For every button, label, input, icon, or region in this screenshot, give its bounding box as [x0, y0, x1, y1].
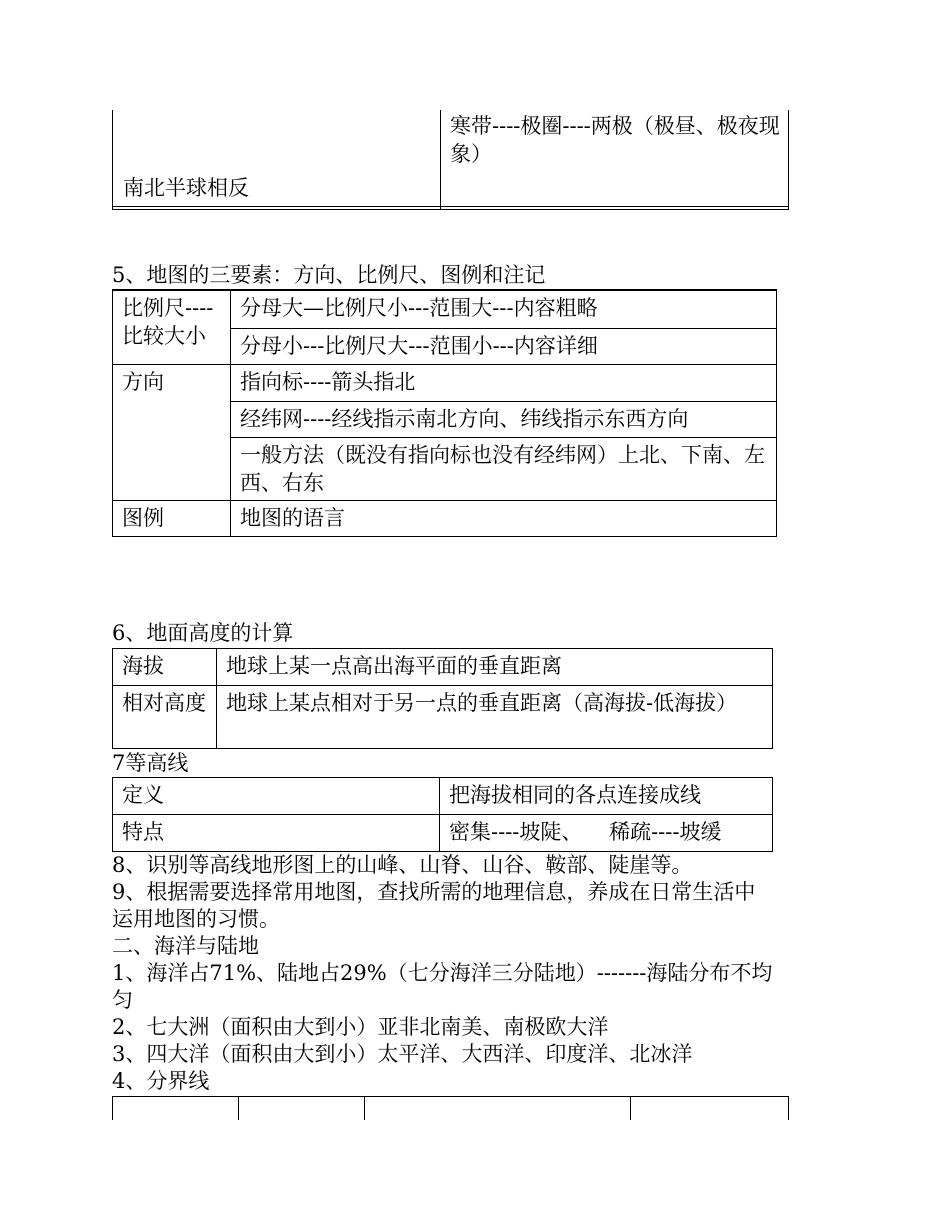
- line-8: 8、识别等高线地形图上的山峰、山脊、山谷、鞍部、陡崖等。: [112, 853, 693, 877]
- section5-heading: 5、地图的三要素：方向、比例尺、图例和注记: [112, 263, 546, 287]
- scale-row-1: 分母大—比例尺小---范围大---内容粗略: [231, 290, 777, 328]
- section6-heading: 6、地面高度的计算: [112, 621, 294, 645]
- direction-row-1: 指向标----箭头指北: [231, 365, 777, 402]
- altitude-label: 海拔: [113, 649, 217, 686]
- top-table-left-cell: 南北半球相反: [123, 176, 249, 200]
- line-ocean-3: 3、四大洋（面积由大到小）太平洋、大西洋、印度洋、北冰洋: [112, 1042, 693, 1066]
- relative-height-label: 相对高度: [113, 686, 217, 749]
- legend-label: 图例: [113, 501, 231, 537]
- line-9b: 运用地图的习惯。: [112, 907, 280, 931]
- height-table: [112, 648, 773, 749]
- direction-label: 方向: [113, 365, 231, 501]
- scale-row-2: 分母小---比例尺大---范围小---内容详细: [231, 328, 777, 365]
- part2-heading: 二、海洋与陆地: [112, 934, 259, 958]
- scale-label: 比例尺----比较大小: [113, 290, 231, 365]
- line-ocean-1b: 匀: [112, 988, 133, 1012]
- relative-height-definition: 地球上某点相对于另一点的垂直距离（高海拔-低海拔）: [217, 686, 773, 749]
- contour-feature-label: 特点: [113, 815, 440, 852]
- contour-def-value: 把海拔相同的各点连接成线: [440, 778, 773, 815]
- line-ocean-4: 4、分界线: [112, 1069, 210, 1093]
- top-table-right-cell: 寒带----极圈----两极（极昼、极夜现象）: [450, 114, 780, 166]
- line-ocean-1a: 1、海洋占71%、陆地占29%（七分海洋三分陆地）-------海陆分布不均: [112, 961, 773, 985]
- contour-def-label: 定义: [113, 778, 440, 815]
- direction-row-2: 经纬网----经线指示南北方向、纬线指示东西方向: [231, 402, 777, 438]
- line-ocean-2: 2、七大洲（面积由大到小）亚非北南美、南极欧大洋: [112, 1015, 609, 1039]
- contour-table: [112, 777, 773, 852]
- line-9a: 9、根据需要选择常用地图，查找所需的地理信息，养成在日常生活中: [112, 880, 756, 904]
- section7-heading: 7等高线: [112, 751, 189, 775]
- direction-row-3: 一般方法（既没有指向标也没有经纬网）上北、下南、左西、右东: [231, 438, 777, 501]
- legend-row-1: 地图的语言: [231, 501, 777, 537]
- map-elements-table: [112, 289, 777, 537]
- contour-feature-value: 密集----坡陡、 稀疏----坡缓: [440, 815, 773, 852]
- altitude-definition: 地球上某一点高出海平面的垂直距离: [217, 649, 773, 686]
